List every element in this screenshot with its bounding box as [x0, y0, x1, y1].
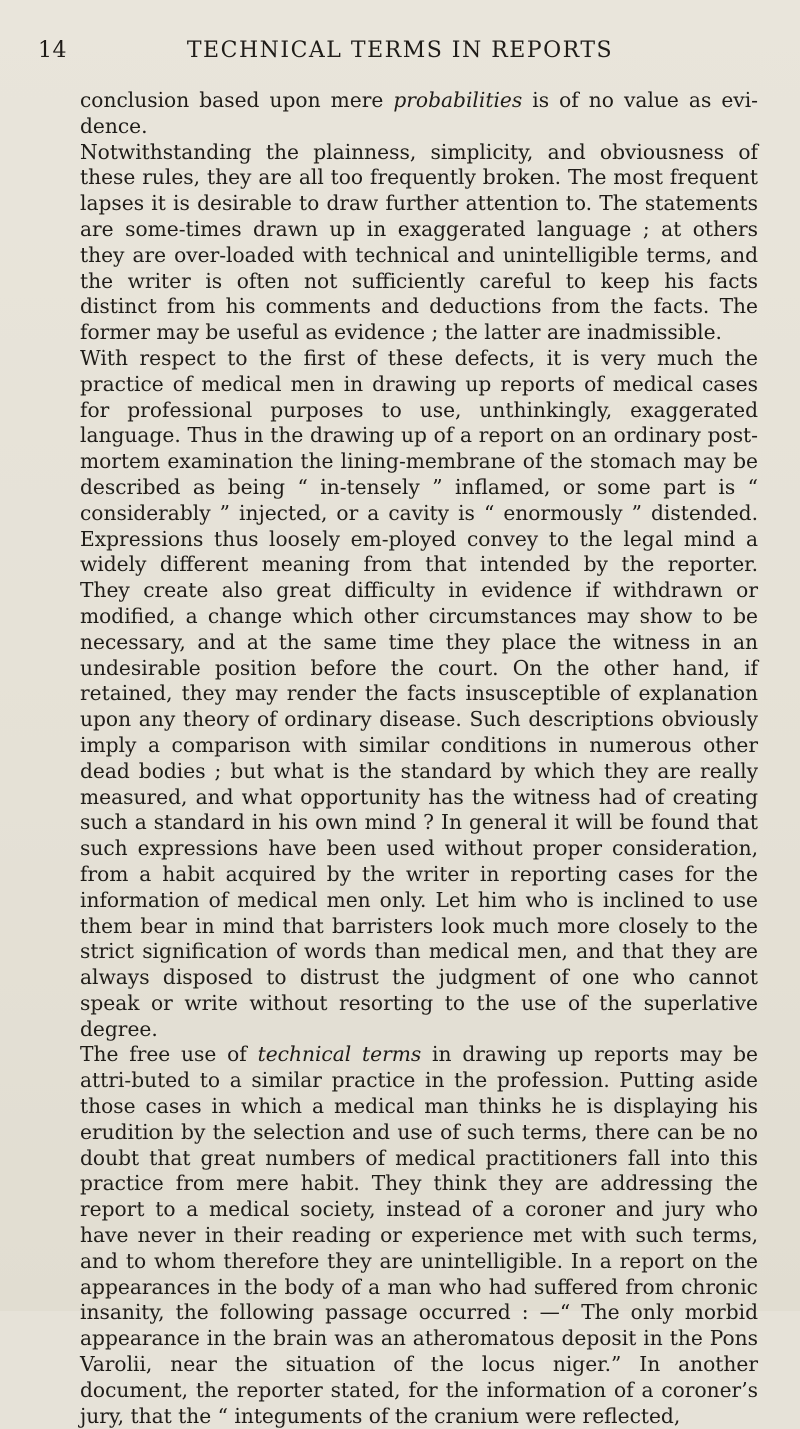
paragraph-2: Notwithstanding the plainness, simplicity, and obviousness of these rules, they are all too frequently broken. The most frequent lapses it is desirable to draw further attention to. The statements are some-times drawn up in exaggerated language ; at others they are over-loaded with technical and unintelligible terms, and the writer is often not sufficiently careful to keep his facts distinct from his comments and deductions from the facts. The former may be useful as evidence ; the latter are inadmissible.: [80, 139, 758, 345]
paragraph-3: With respect to the first of these defects, it is very much the practice of medical men in drawing up reports of medical cases for professional purposes to use, unthinkingly, exaggerated language. Thus in the drawing up of a report on an ordinary post-mortem examination the lining-membrane of the stomach may be described as being “ in-tensely ” inflamed, or some part is “ considerably ” injected, or a cavity is “ enormously ” distended. Expressions thus loosely em-ployed convey to the legal mind a widely different meaning from that intended by the reporter. They create also great difficulty in evidence if withdrawn or modified, a change which other circumstances may show to be necessary, and at the same time they place the witness in an undesirable position before the court. On the other hand, if retained, they may render the facts insusceptible of explanation upon any theory of ordinary disease. Such descriptions obviously imply a comparison with similar conditions in numerous other dead bodies ; but what is the standard by which they are really measured, and what opportunity has the witness had of creating such a standard in his own mind ? In general it will be found that such expressions have been used without proper consideration, from a habit acquired by the writer in reporting cases for the information of medical men only. Let him who is inclined to use them bear in mind that barristers look much more closely to the strict signification of words than medical men, and that they are always disposed to distrust the judgment of one who cannot speak or write without resorting to the use of the superlative degree.: [80, 345, 758, 1041]
page-header: [38, 38, 762, 74]
paragraph-4: The free use of technical terms in drawing up reports may be attri-buted to a similar practice in the profession. Putting aside those cases in which a medical man thinks he is displaying his erudition by the selection and use of such terms, there can be no doubt that great numbers of medical practitioners fall into this practice from mere habit. They think they are addressing the report to a medical society, instead of a coroner and jury who have never in their reading or experience met with such terms, and to whom therefore they are unintelligible. In a report on the appearances in the body of a man who had suffered from chronic insanity, the following passage occurred : —“ The only morbid appearance in the brain was an atheromatous deposit in the Pons Varolii, near the situation of the locus niger.” In another document, the reporter stated, for the information of a coroner’s jury, that the “ integuments of the cranium were reflected,: [80, 1042, 758, 1428]
page-number: 14: [38, 38, 67, 63]
running-head: TECHNICAL TERMS IN REPORTS: [186, 38, 614, 63]
paragraph-1: conclusion based upon mere probabilities is of no value as evi-dence.: [80, 88, 758, 138]
body-text: [80, 88, 758, 1429]
